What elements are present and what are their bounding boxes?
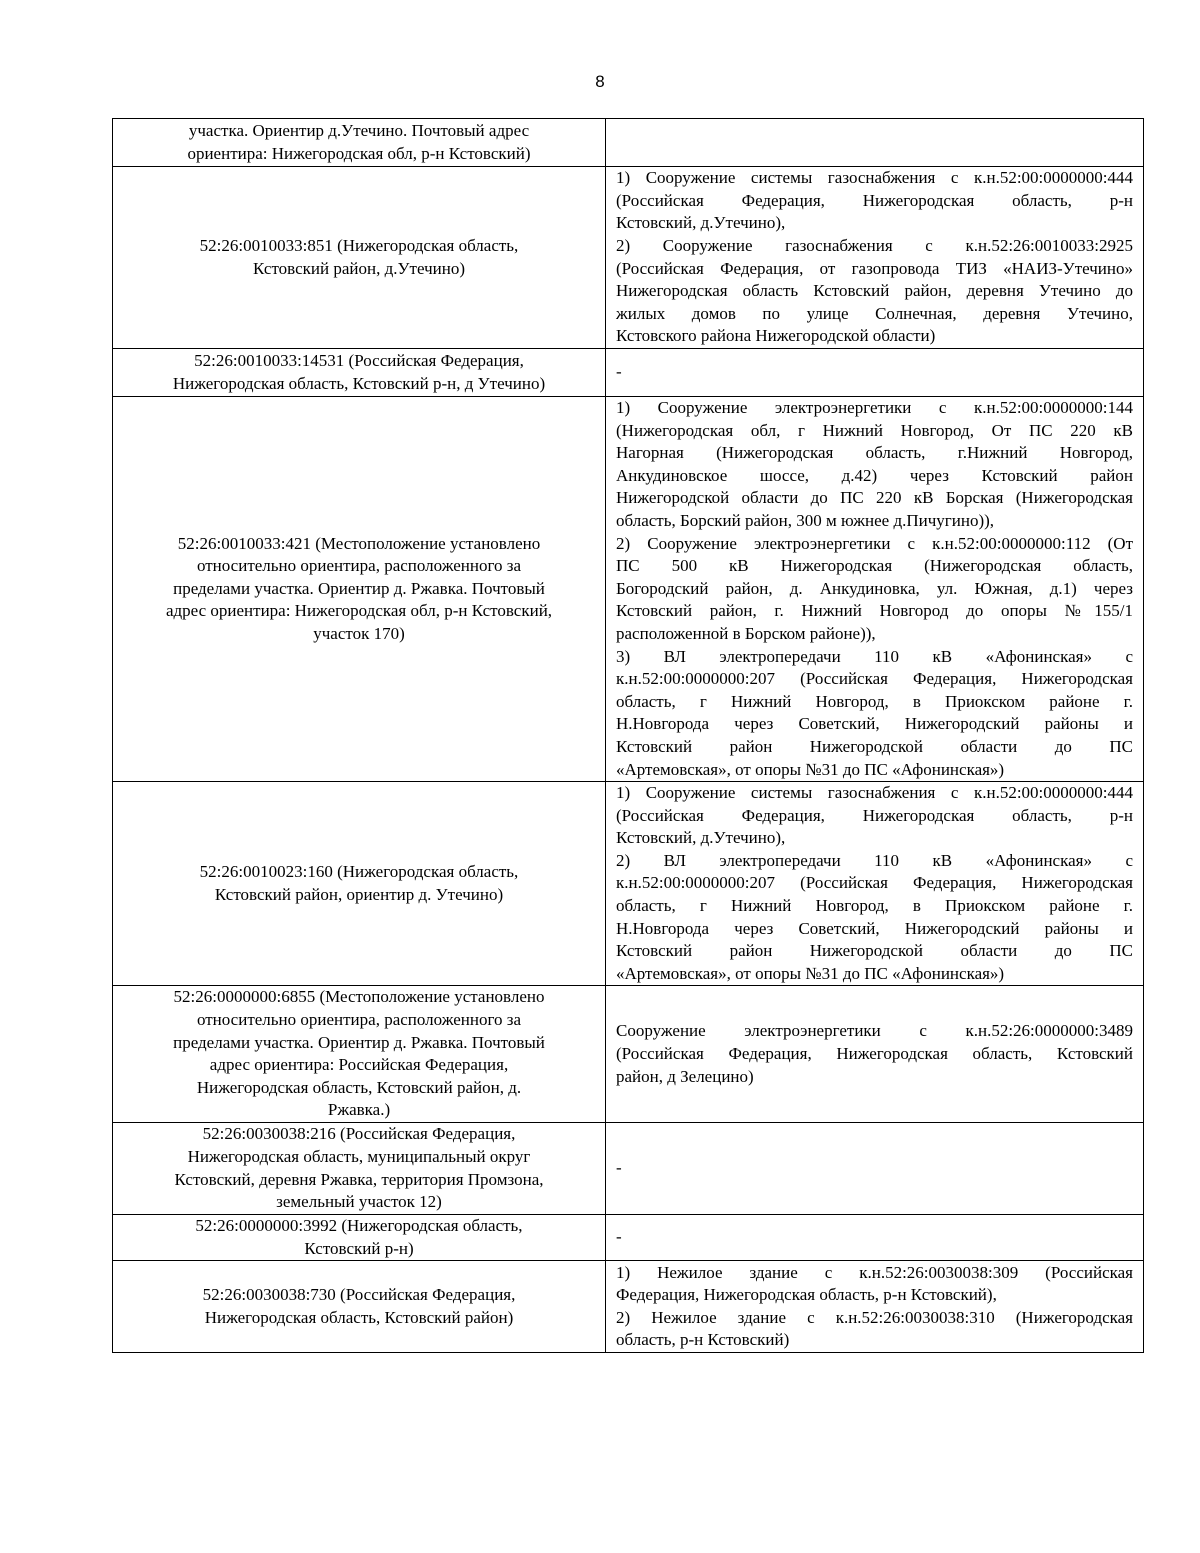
structure-text-line: область, Борский район, 300 м южнее д.Пичугино)), [616,510,995,530]
structure-text-line: (Нижегородская обл, г Нижний Новгород, От ПС 220 кВ [616,420,1133,440]
plot-text-line: земельный участок 12) [276,1192,442,1212]
plot-text-line: относительно ориентира, расположенного за [196,556,522,576]
structure-text-line: «Артемовская», от опоры №31 до ПС «Афонинская») [616,759,1005,779]
table-row [113,349,1144,397]
plot-text-line: пределами участка. Ориентир д. Ржавка. Почтовый [173,578,545,598]
structure-text-line: 3) ВЛ электропередачи 110 кВ «Афонинская» с [616,646,1133,666]
structure-text-line: область, г Нижний Новгород, в Приокском районе г. [616,896,1133,916]
structure-text-line: Нижегородской области до ПС 220 кВ Борская (Нижегородская [616,488,1133,508]
structure-text-line: (Российская Федерация, от газопровода ТИЗ «НАИЗ-Утечино» [616,258,1133,278]
plot-text-line: ориентира: Нижегородская обл, р-н Кстовский) [187,143,531,163]
structure-text-line: Федерация, Нижегородская область, р-н Кстовский), [616,1285,997,1305]
plot-text-line: пределами участка. Ориентир д. Ржавка. Почтовый [173,1032,545,1052]
structure-text-line: область, р-н Кстовский) [616,1330,790,1350]
cadastral-plot-cell [113,1215,606,1261]
structure-text-line: Кстовского района Нижегородской области) [616,326,936,346]
plot-text-line: участка. Ориентир д.Утечино. Почтовый адрес [188,120,530,140]
table-row [113,1261,1144,1353]
table-row [113,167,1144,349]
plot-text-line: 52:26:0030038:730 (Российская Федерация, [202,1285,516,1305]
table-row [113,782,1144,986]
structures-cell [606,782,1144,986]
structure-text-line: Анкудиновское шоссе, д.42) через Кстовский район [616,465,1133,485]
structure-text-line: Сооружение электроэнергетики с к.н.52:26:0000000:3489 [616,1021,1133,1041]
structure-text-line: (Российская Федерация, Нижегородская область, р-н [616,190,1133,210]
cadastral-plot-cell [113,986,606,1123]
structure-text-line: Кстовский район, г. Нижний Новгород до опоры №155/1 [616,601,1133,621]
structures-cell [606,1261,1144,1353]
cadastral-plot-cell [113,782,606,986]
table-row [113,986,1144,1123]
empty-dash: - [616,362,622,382]
structure-text-line: (Российская Федерация, Нижегородская область, Кстовский [616,1043,1133,1063]
structures-cell [606,986,1144,1123]
structure-text-line: 2) ВЛ электропередачи 110 кВ «Афонинская» с [616,850,1133,870]
structure-text-line: «Артемовская», от опоры №31 до ПС «Афонинская») [616,963,1005,983]
plot-text-line: 52:26:0030038:216 (Российская Федерация, [202,1124,516,1144]
plot-text-line: относительно ориентира, расположенного за [196,1010,522,1030]
cadastral-plot-cell [113,167,606,349]
empty-dash: - [616,1227,622,1247]
structure-text-line: Богородский район, д. Анкудиновка, ул. Южная, д.1) через [616,578,1133,598]
cadastral-plot-cell [113,349,606,397]
structure-text-line: 2) Сооружение газоснабжения с к.н.52:26:0010033:2925 [616,235,1133,255]
plot-text-line: участок 170) [313,623,405,643]
structure-text-line: 2) Нежилое здание с к.н.52:26:0030038:310 (Нижегородская [616,1307,1133,1327]
structure-text-line: Н.Новгорода через Советский, Нижегородский районы и [616,918,1133,938]
plot-text-line: Нижегородская область, Кстовский район, д. [196,1077,522,1097]
structure-text-line: Нагорная (Нижегородская область, г.Нижний Новгород, [616,443,1133,463]
plot-text-line: 52:26:0010023:160 (Нижегородская область, [199,862,519,882]
structure-text-line: 1) Сооружение системы газоснабжения с к.н.52:00:0000000:444 [616,783,1133,803]
structure-text-line: к.н.52:00:0000000:207 (Российская Федерация, Нижегородская [616,669,1133,689]
structure-text-line: ПС 500 кВ Нижегородская (Нижегородская область, [616,556,1133,576]
property-table [112,118,1144,1353]
plot-text-line: 52:26:0010033:851 (Нижегородская область, [199,235,519,255]
structures-cell [606,1215,1144,1261]
structure-text-line: Нижегородская область Кстовский район, деревня Утечино до [616,281,1133,301]
plot-text-line: Кстовский, деревня Ржавка, территория Промзона, [174,1169,544,1189]
structure-text-line: Кстовский, д.Утечино), [616,828,786,848]
plot-text-line: адрес ориентира: Российская Федерация, [209,1055,509,1075]
structure-text-line: расположенной в Борском районе)), [616,623,876,643]
plot-text-line: Нижегородская область, Кстовский район) [204,1307,514,1327]
cadastral-plot-cell [113,119,606,167]
table-row [113,1123,1144,1215]
cadastral-plot-cell [113,1261,606,1353]
page-number: 8 [595,72,605,91]
plot-text-line: 52:26:0000000:3992 (Нижегородская область, [195,1216,523,1235]
cadastral-plot-cell [113,397,606,782]
structure-text-line: 1) Сооружение электроэнергетики с к.н.52:00:0000000:144 [616,398,1133,417]
plot-text-line: Кстовский район, д.Утечино) [253,258,465,278]
structure-text-line: к.н.52:00:0000000:207 (Российская Федерация, Нижегородская [616,873,1133,893]
structures-cell [606,397,1144,782]
property-table-body [113,119,1144,1353]
structures-cell [606,349,1144,397]
plot-text-line: Нижегородская область, муниципальный округ [187,1146,531,1166]
structure-text-line: Кстовский район Нижегородской области до ПС [616,736,1133,756]
table-row [113,397,1144,782]
plot-text-line: 52:26:0010033:421 (Местоположение установлено [177,533,541,553]
structure-text-line: 1) Нежилое здание с к.н.52:26:0030038:309 (Российская [616,1262,1133,1282]
plot-text-line: Ржавка.) [327,1100,391,1120]
cadastral-plot-cell [113,1123,606,1215]
plot-text-line: 52:26:0010033:14531 (Российская Федерация, [194,350,524,370]
structure-text-line: область, г Нижний Новгород, в Приокском районе г. [616,691,1133,711]
structure-text-line: 1) Сооружение системы газоснабжения с к.н.52:00:0000000:444 [616,168,1133,188]
plot-text-line: адрес ориентира: Нижегородская обл, р-н Кстовский, [165,601,553,621]
table-row [113,1215,1144,1261]
structure-text-line: жилых домов по улице Солнечная, деревня Утечино, [616,303,1133,323]
structures-cell [606,1123,1144,1215]
structures-cell [606,119,1144,167]
structure-text-line: 2) Сооружение электроэнергетики с к.н.52:00:0000000:112 (От [616,533,1133,553]
structure-text-line: Кстовский район Нижегородской области до ПС [616,941,1133,961]
plot-text-line: Кстовский р-н) [304,1238,414,1258]
structure-text-line: (Российская Федерация, Нижегородская область, р-н [616,805,1133,825]
table-row [113,119,1144,167]
structure-text-line: Кстовский, д.Утечино), [616,213,786,233]
structure-text-line: район, д Зелецино) [616,1066,754,1086]
structures-cell [606,167,1144,349]
plot-text-line: Кстовский район, ориентир д. Утечино) [214,884,504,904]
plot-text-line: 52:26:0000000:6855 (Местоположение установлено [173,987,545,1007]
empty-dash: - [616,1158,622,1178]
plot-text-line: Нижегородская область, Кстовский р-н, д Утечино) [172,373,546,393]
structure-text-line: Н.Новгорода через Советский, Нижегородский районы и [616,714,1133,734]
